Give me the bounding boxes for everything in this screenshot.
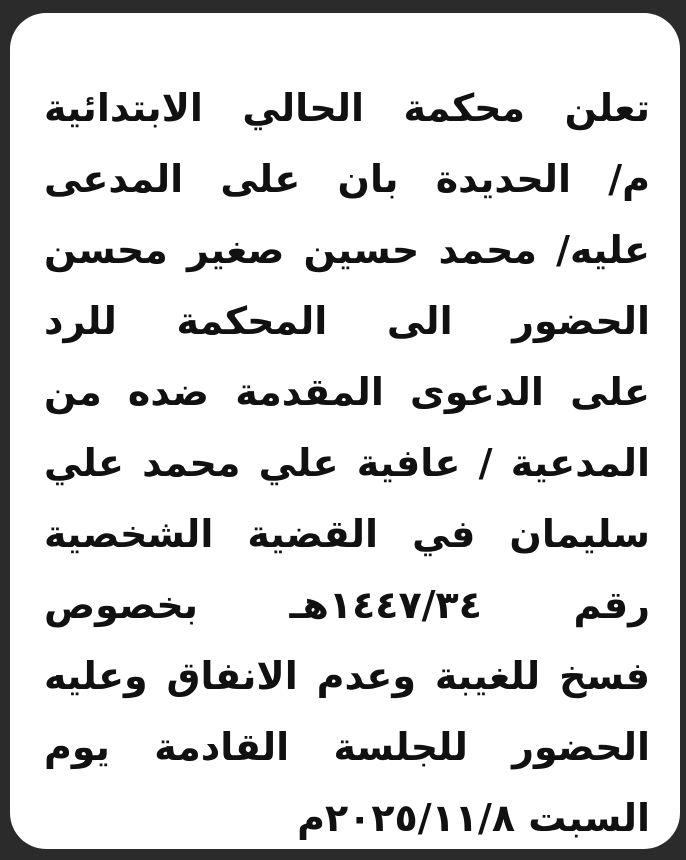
notice-card xyxy=(10,13,680,849)
notice-line: المدعية / عافية علي محمد علي xyxy=(44,441,650,485)
notice-line: رقم ١٤٤٧/٣٤هـ بخصوص xyxy=(44,583,650,627)
notice-line: السبت ٢٠٢٥/١١/٨م xyxy=(297,796,650,840)
notice-line: تعلن محكمة الحالي الابتدائية xyxy=(44,86,650,130)
notice-line: سليمان في القضية الشخصية xyxy=(44,512,650,556)
notice-line: على الدعوى المقدمة ضده من xyxy=(44,370,650,414)
court-notice-text xyxy=(44,73,650,854)
notice-line: عليه/ محمد حسين صغير محسن xyxy=(44,228,650,272)
notice-line: م/ الحديدة بان على المدعى xyxy=(44,157,650,201)
notice-line: الحضور للجلسة القادمة يوم xyxy=(44,725,650,769)
notice-line: فسخ للغيبة وعدم الانفاق وعليه xyxy=(44,654,650,698)
notice-line: الحضور الى المحكمة للرد xyxy=(44,299,650,343)
